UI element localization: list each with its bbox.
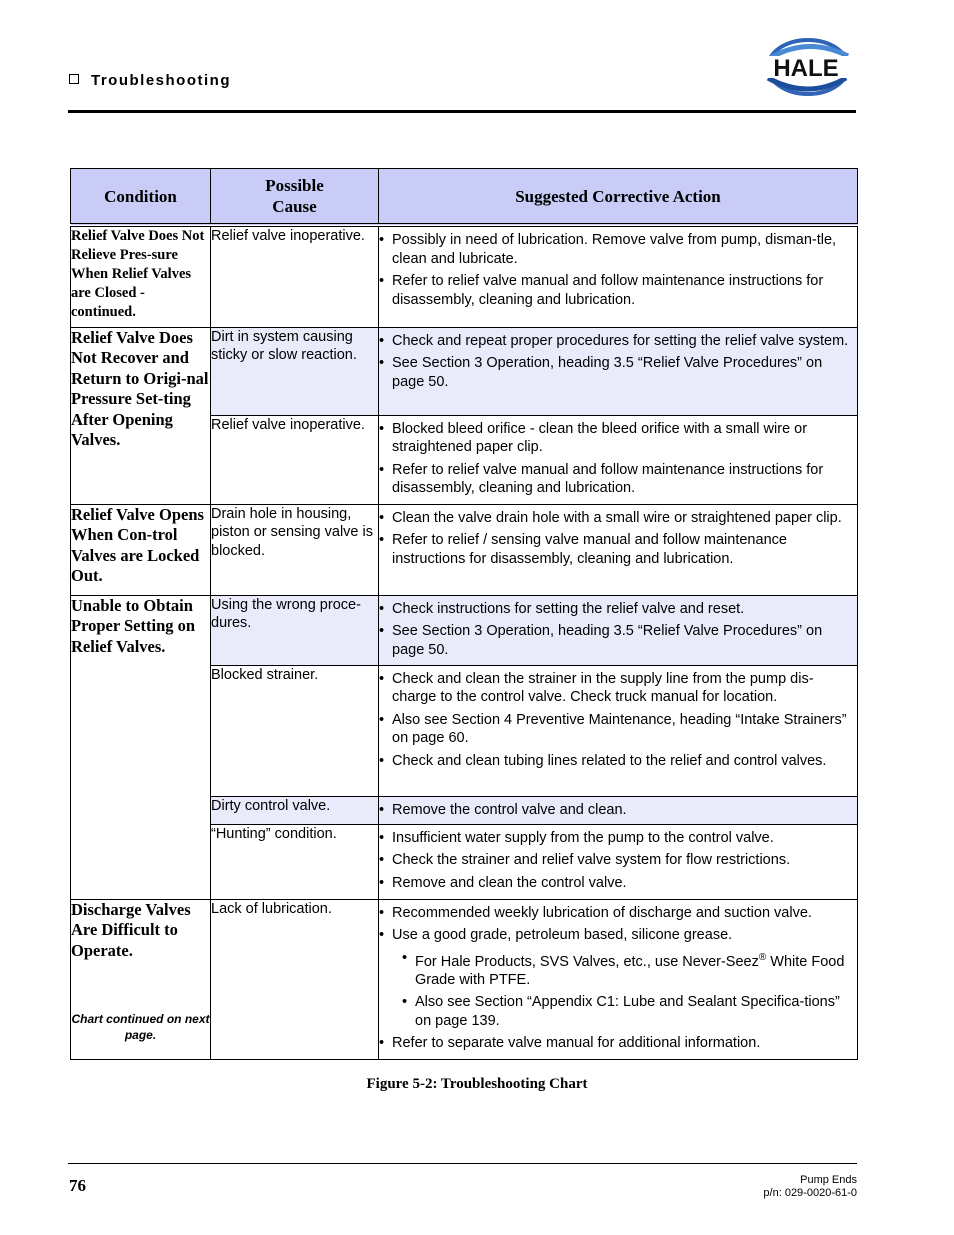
action-item: • Check and clean the strainer in the supply line from the pump dis-charge to the control valve. Check truck manual for location. (379, 670, 814, 705)
action-item: • Check and repeat proper procedures for setting the relief valve system. (379, 332, 849, 349)
troubleshooting-table (70, 168, 858, 1060)
action-item: • Remove the control valve and clean. (379, 801, 627, 818)
action-item: • Possibly in need of lubrication. Remove valve from pump, disman-tle, clean and lubricate. (379, 232, 837, 267)
table-row (71, 899, 858, 1059)
action-cell (379, 665, 858, 796)
continued-note: Chart continued on next page. (71, 1012, 210, 1042)
cause-cell: “Hunting” condition. (211, 824, 379, 899)
action-item: • Clean the valve drain hole with a small wire or straightened paper clip. (379, 509, 842, 526)
action-item: • Insufficient water supply from the pump to the control valve. (379, 829, 774, 846)
cause-cell: Lack of lubrication. (211, 899, 379, 1059)
header-condition: Condition (71, 169, 211, 226)
action-item: • Refer to relief valve manual and follow maintenance instructions for disassembly, cleaning and lubrication. (379, 273, 824, 308)
cause-cell: Blocked strainer. (211, 665, 379, 796)
cause-cell: Relief valve inoperative. (211, 415, 379, 504)
checkbox-square-icon (69, 74, 79, 84)
hale-logo (756, 34, 856, 100)
figure-caption: Figure 5-2: Troubleshooting Chart (366, 1076, 588, 1092)
table-row (71, 225, 858, 327)
action-item: • See Section 3 Operation, heading 3.5 “Relief Valve Procedures” on page 50. (379, 355, 823, 390)
header-cause: Possible Cause (211, 169, 379, 226)
action-item: • Recommended weekly lubrication of discharge and suction valve. (379, 904, 812, 921)
action-item: • Remove and clean the control valve. (379, 874, 627, 891)
action-item: • Refer to separate valve manual for additional information. (379, 1035, 761, 1052)
cause-cell: Using the wrong proce-dures. (211, 595, 379, 665)
action-cell (379, 899, 858, 1059)
header-rule (68, 110, 856, 113)
svg-text:HALE: HALE (773, 55, 839, 82)
action-cell (379, 327, 858, 415)
sub-action-item: • For Hale Products, SVS Valves, etc., use Never-Seez® White Food Grade with PTFE. (402, 949, 845, 988)
action-item: • Refer to relief / sensing valve manual and follow maintenance instructions for disassembly, cleaning and lubrication. (379, 532, 787, 567)
footer-rule (68, 1163, 857, 1164)
registered-mark: ® (758, 951, 767, 963)
cause-cell: Drain hole in housing, piston or sensing valve is blocked. (211, 504, 379, 595)
action-item: • Also see Section 4 Preventive Maintenance, heading “Intake Strainers” on page 60. (379, 711, 847, 746)
action-item: • See Section 3 Operation, heading 3.5 “Relief Valve Procedures” on page 50. (379, 623, 823, 658)
sub-action-item: • Also see Section “Appendix C1: Lube and Sealant Specifica-tions” on page 139. (402, 994, 840, 1029)
doc-title: Pump Ends (800, 1174, 857, 1186)
table-row (71, 327, 858, 415)
table-row (71, 595, 858, 665)
action-item: • Check and clean tubing lines related to the relief and control valves. (379, 752, 827, 769)
action-item: • Blocked bleed orifice - clean the bleed orifice with a small wire or straightened paper clip. (379, 420, 808, 455)
action-cell (379, 595, 858, 665)
condition-cell: Relief Valve Does Not Relieve Pres-sure When Relief Valves are Closed - continued. (71, 225, 211, 327)
condition-cell: Relief Valve Does Not Recover and Return to Origi-nal Pressure Set-ting After Opening Valves. (71, 327, 211, 504)
action-item: • Use a good grade, petroleum based, silicone grease. (379, 927, 733, 943)
action-cell (379, 415, 858, 504)
action-cell (379, 225, 858, 327)
condition-text: Discharge Valves Are Difficult to Operate. (71, 899, 191, 960)
part-number: p/n: 029-0020-61-0 (763, 1187, 857, 1199)
page-number: 76 (69, 1176, 86, 1195)
action-item: • Check instructions for setting the relief valve and reset. (379, 600, 745, 617)
condition-cell: Relief Valve Opens When Con-trol Valves are Locked Out. (71, 504, 211, 595)
action-item: • Check the strainer and relief valve system for flow restrictions. (379, 852, 791, 868)
footer-info (763, 1174, 857, 1200)
cause-cell: Dirty control valve. (211, 796, 379, 824)
section-title: Troubleshooting (91, 72, 231, 89)
section-header (69, 72, 231, 89)
cause-cell: Relief valve inoperative. (211, 225, 379, 327)
condition-cell (71, 899, 211, 1059)
table-header-row (71, 169, 858, 226)
action-cell (379, 796, 858, 824)
action-item: • Refer to relief valve manual and follow maintenance instructions for disassembly, cleaning and lubrication. (379, 461, 824, 496)
action-cell (379, 824, 858, 899)
cause-cell: Dirt in system causing sticky or slow reaction. (211, 327, 379, 415)
header-action: Suggested Corrective Action (379, 169, 858, 226)
action-cell (379, 504, 858, 595)
condition-cell: Unable to Obtain Proper Setting on Relief Valves. (71, 595, 211, 899)
table-row (71, 504, 858, 595)
